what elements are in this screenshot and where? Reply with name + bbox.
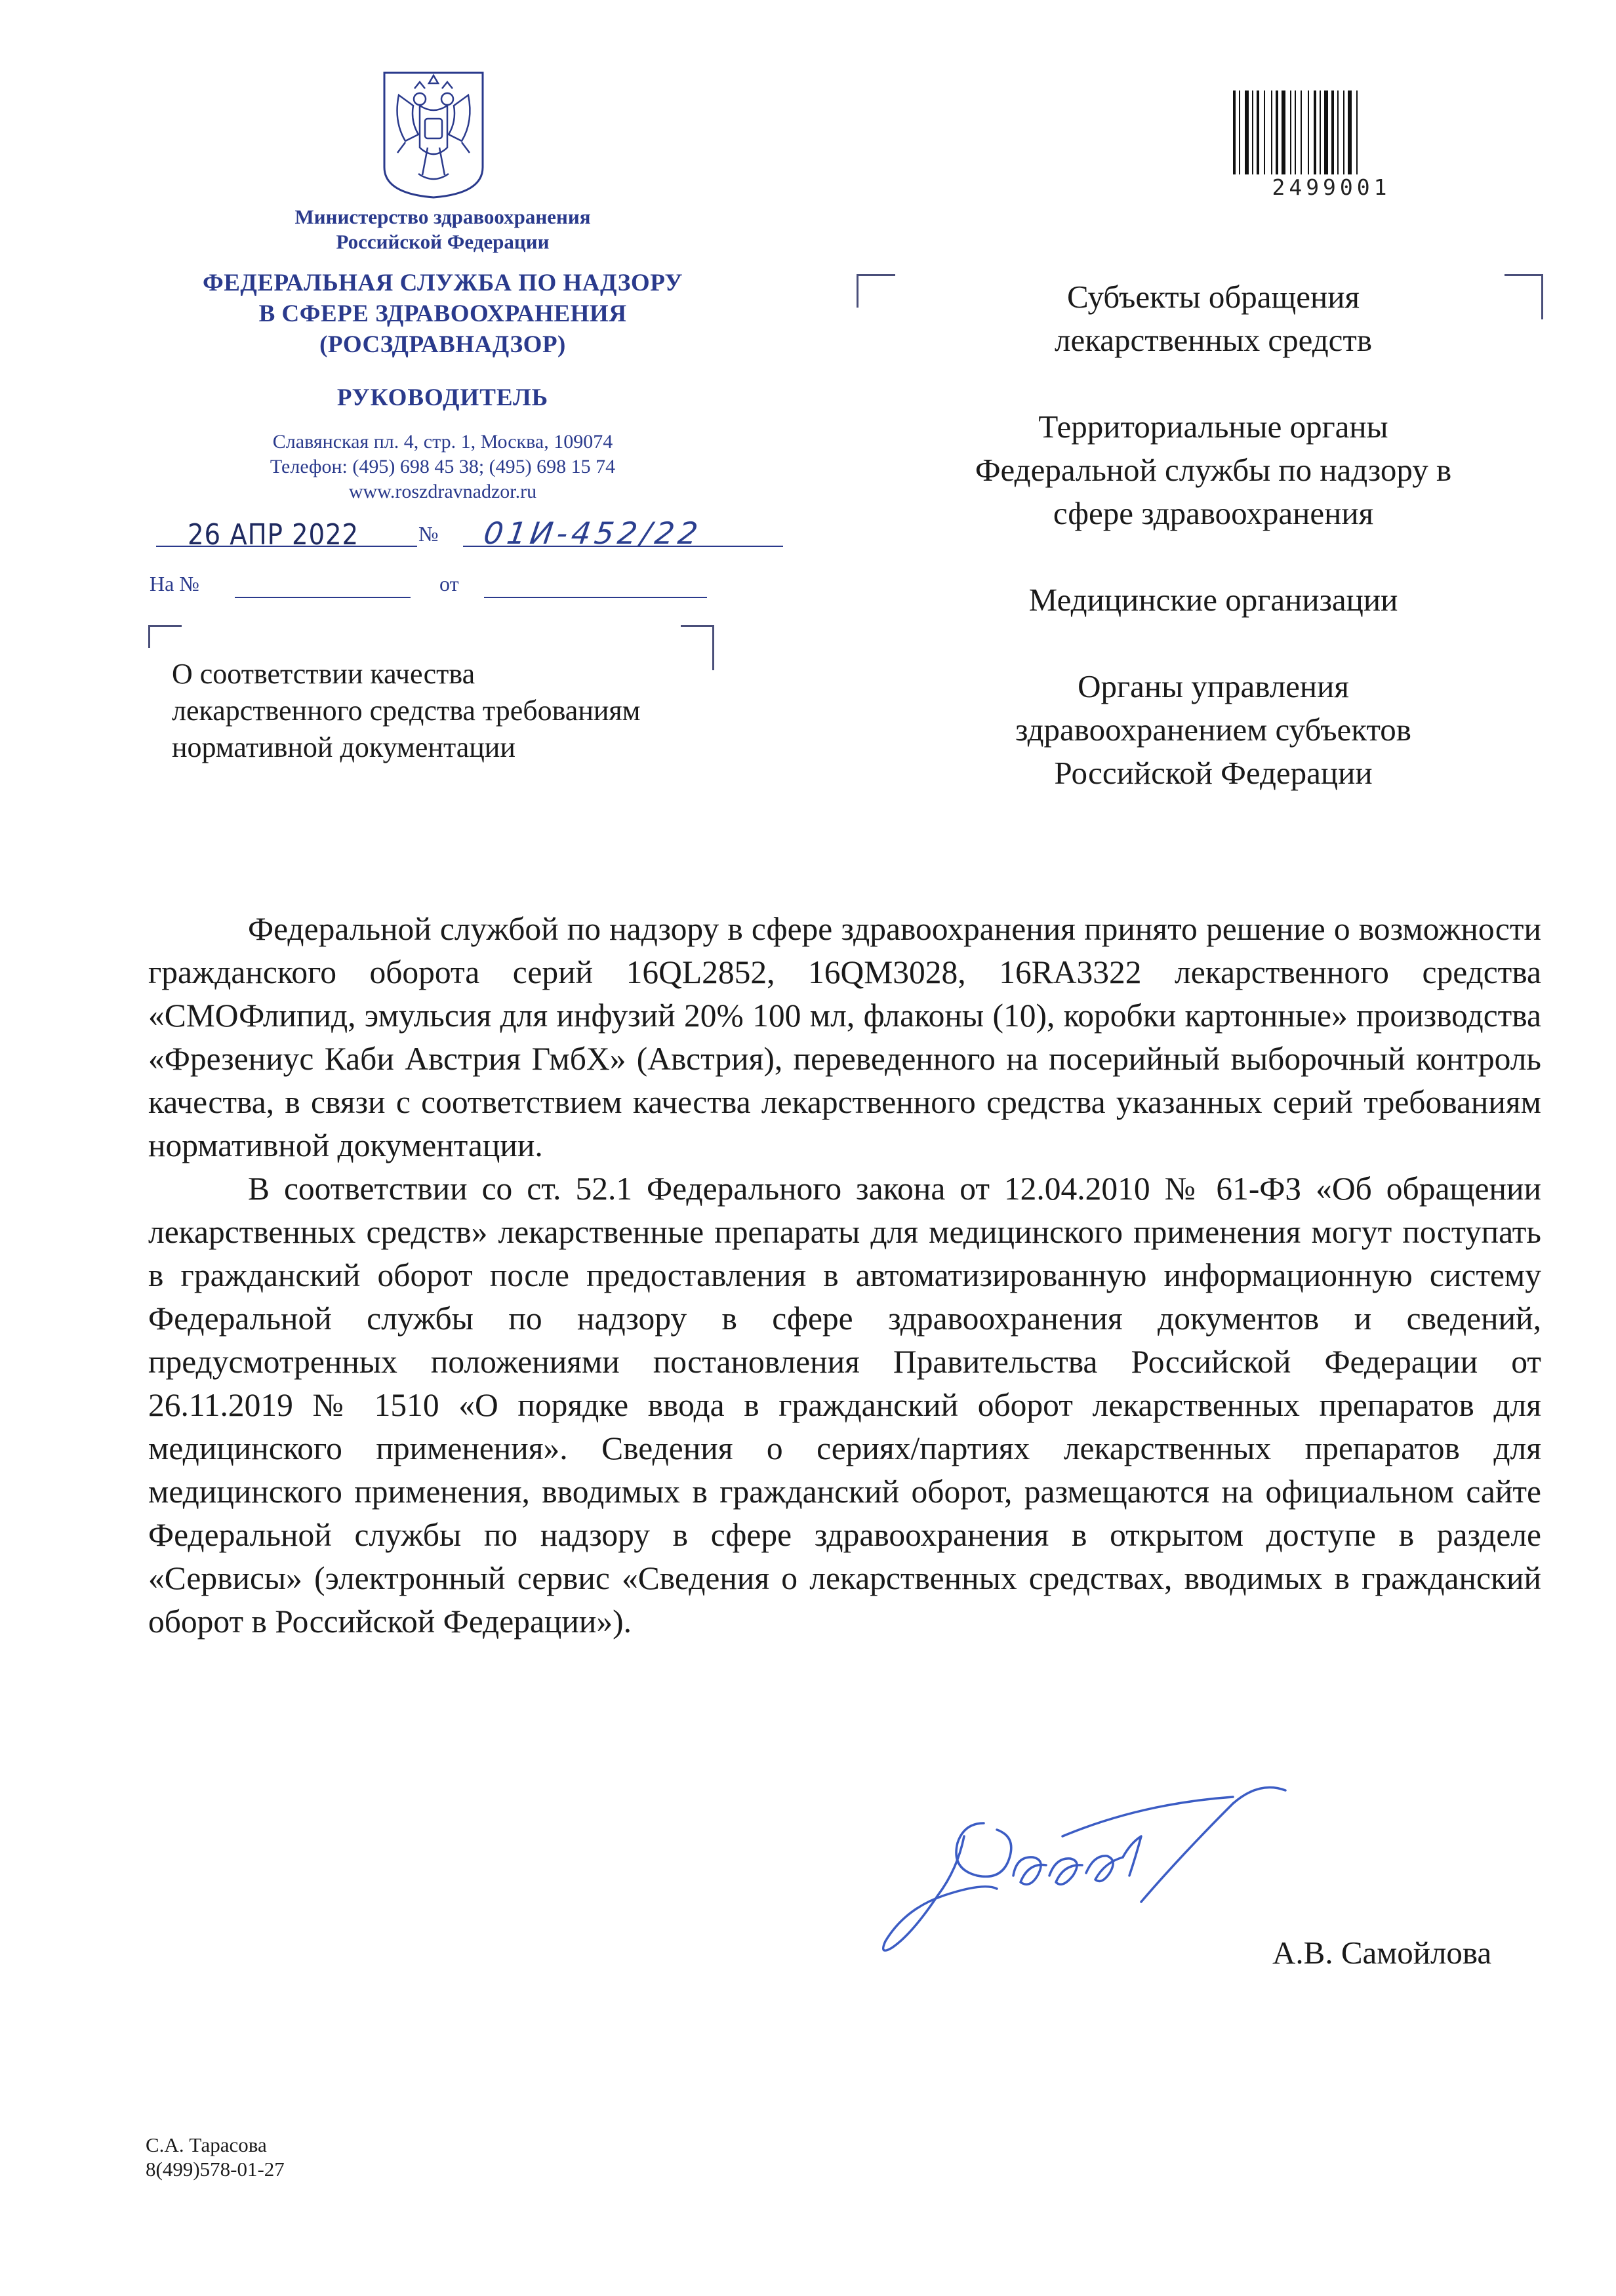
addressee-line: Территориальные органы xyxy=(1038,409,1388,445)
address-line: Славянская пл. 4, стр. 1, Москва, 109074 xyxy=(272,431,613,453)
subject-text xyxy=(172,656,749,766)
barcode-bar xyxy=(1276,91,1278,174)
barcode-bar xyxy=(1233,91,1236,174)
body-paragraph: Федеральной службой по надзору в сфере здравоохранения принято решение о возможности гражданского оборота серий 16QL2852, 16QM3028, 16RA3322 лекарственного средства «СМОФлипид, эмульсия для инфузий 20% 100 мл, флаконы (10), коробки картонные» производства «Фрезениус Каби Австрия ГмбХ» (Австрия), переведенного на посерийный выборочный контроль качества, в связи с соответствием качества лекарственного средства указанных серий требованиям нормативной документации. xyxy=(148,911,1541,1163)
date-underline xyxy=(156,546,417,547)
reference-date-field xyxy=(484,597,707,598)
addressee-line: Российской Федерации xyxy=(1054,755,1373,791)
number-underline xyxy=(463,546,783,547)
number-label: № xyxy=(418,522,439,546)
ministry-line: Министерство здравоохранения xyxy=(294,205,591,228)
addressee-line: здравоохранением субъектов xyxy=(1015,712,1411,748)
subject-line: нормативной документации xyxy=(172,731,515,763)
service-line: ФЕДЕРАЛЬНАЯ СЛУЖБА ПО НАДЗОРУ xyxy=(202,270,683,296)
performer-name: С.А. Тарасова xyxy=(146,2133,267,2156)
addressee-item xyxy=(912,275,1515,362)
barcode-bar xyxy=(1239,91,1240,174)
barcode-bar xyxy=(1348,91,1352,174)
barcode-bar xyxy=(1295,91,1296,174)
body-paragraph: В соответствии со ст. 52.1 Федерального закона от 12.04.2010 № 61-ФЗ «Об обращении лекарственных средств» лекарственные препараты для медицинского применения могут поступать в гражданский оборот после предоставления в автоматизированную информационную систему Федеральной службы по надзору в сфере здравоохранения документов и сведений, предусмотренных положениями постановления Правительства Российской Федерации от 26.11.2019 № 1510 «О порядке ввода в гражданский оборот лекарственных препаратов для медицинского применения». Сведения о сериях/партиях лекарственных препаратов для медицинского применения, вводимых в гражданский оборот, размещаются на официальном сайте Федеральной службы по надзору в сфере здравоохранения в открытом доступе в разделе «Сервисы» (электронный сервис «Сведения о лекарственных средствах, вводимых в гражданский оборот в Российской Федерации»). xyxy=(148,1171,1541,1640)
registration-number: 01И-452/22 xyxy=(481,515,704,551)
barcode-bar xyxy=(1331,91,1334,174)
barcode-bar xyxy=(1324,91,1328,174)
reference-number-field xyxy=(235,597,411,598)
barcode-bar xyxy=(1282,91,1285,174)
ministry-name xyxy=(171,205,715,254)
performer-phone: 8(499)578-01-27 xyxy=(146,2158,285,2181)
barcode-bar xyxy=(1356,91,1358,174)
service-line: (РОСЗДРАВНАДЗОР) xyxy=(319,331,566,358)
barcode-bar xyxy=(1320,91,1321,174)
handwritten-signature-icon xyxy=(866,1784,1364,2007)
addressee-line: Органы управления xyxy=(1078,668,1349,704)
barcode-bar xyxy=(1271,91,1272,174)
signer-name: А.В. Самойлова xyxy=(1272,1935,1492,1971)
registration-row xyxy=(150,515,792,557)
head-title: РУКОВОДИТЕЛЬ xyxy=(336,384,549,411)
barcode-bar xyxy=(1308,91,1309,174)
addressee-line: Федеральной службы по надзору в xyxy=(975,452,1452,488)
letterhead-address xyxy=(151,430,735,504)
reference-number-label: На № xyxy=(150,572,199,595)
addressee-item xyxy=(912,405,1515,535)
barcode-bar xyxy=(1337,91,1339,174)
performer-info xyxy=(146,2133,285,2181)
ministry-line: Российской Федерации xyxy=(336,230,550,253)
reference-date-label: от xyxy=(439,572,459,595)
addressee-item xyxy=(912,665,1515,795)
subject-line: лекарственного средства требованиям xyxy=(172,695,641,727)
subject-bracket-left xyxy=(148,625,182,648)
addressee-line: Субъекты обращения xyxy=(1066,279,1360,315)
barcode-bar xyxy=(1343,91,1344,174)
service-name xyxy=(118,268,767,360)
barcode-bar xyxy=(1245,91,1249,174)
address-line: Телефон: (495) 698 45 38; (495) 698 15 74 xyxy=(270,456,616,477)
addressee-item xyxy=(912,578,1515,622)
reference-row xyxy=(150,572,740,605)
addressee-bracket-left xyxy=(857,274,895,308)
addressee-block xyxy=(912,275,1515,838)
barcode-number: 2499001 xyxy=(1272,174,1391,200)
barcode-bar xyxy=(1257,91,1259,174)
addressee-line: лекарственных средств xyxy=(1055,322,1372,358)
barcode-bar xyxy=(1264,91,1265,174)
barcode-bar xyxy=(1290,91,1291,174)
registration-date-stamp: 26 АПР 2022 xyxy=(188,518,359,552)
barcode-icon xyxy=(1233,91,1401,174)
addressee-line: Медицинские организации xyxy=(1028,582,1398,618)
barcode-bar xyxy=(1252,91,1253,174)
subject-line: О соответствии качества xyxy=(172,658,475,690)
addressee-line: сфере здравоохранения xyxy=(1053,495,1374,531)
barcode-bar xyxy=(1314,91,1316,174)
service-line: В СФЕРЕ ЗДРАВООХРАНЕНИЯ xyxy=(258,300,627,327)
barcode-bar xyxy=(1301,91,1302,174)
website-link[interactable]: www.roszdravnadzor.ru xyxy=(348,481,537,502)
letter-body xyxy=(148,908,1541,1643)
coat-of-arms-emblem-icon xyxy=(379,69,488,200)
